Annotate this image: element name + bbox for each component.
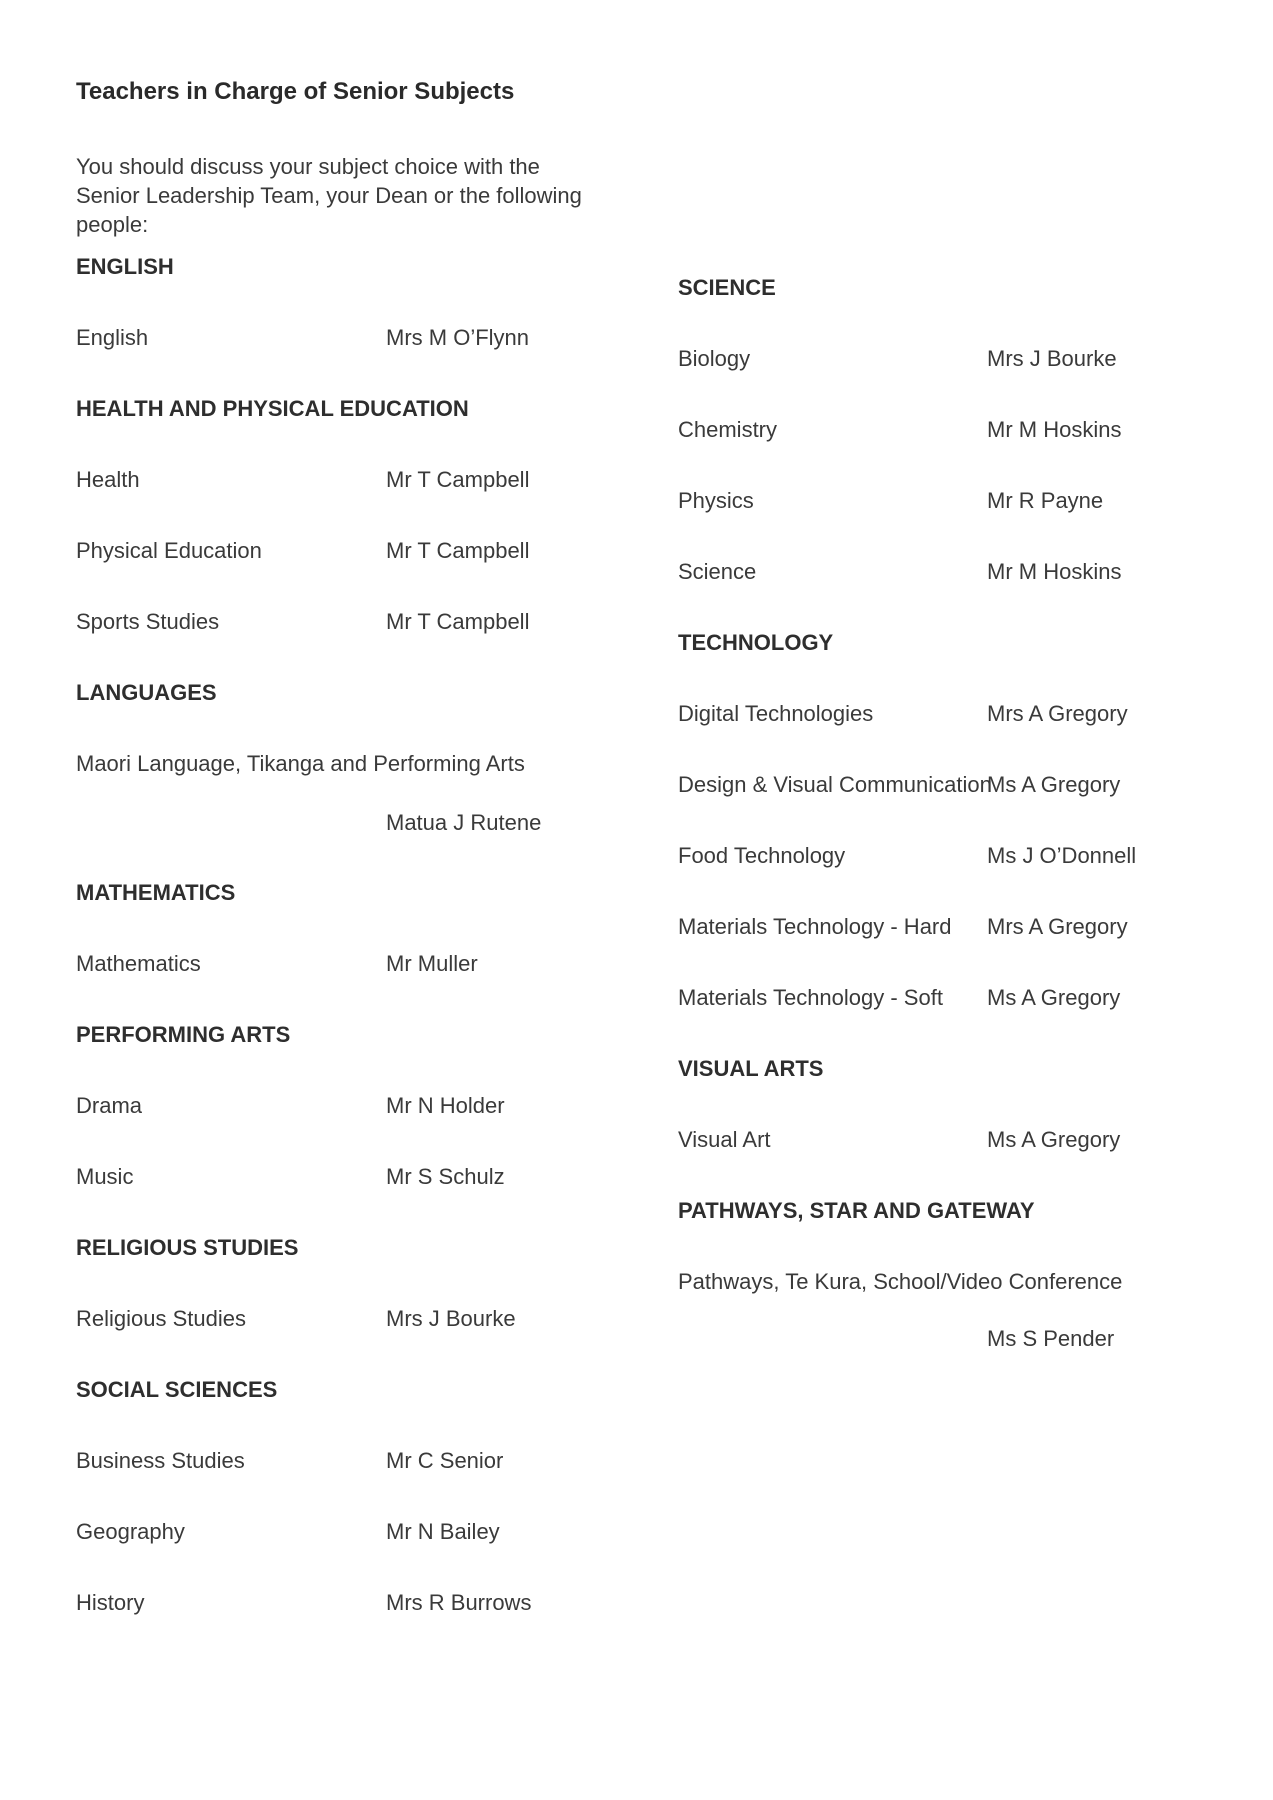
intro-paragraph: You should discuss your subject choice with the Senior Leadership Team, your Dean or the following people: <box>76 154 582 237</box>
heading-performing-arts: PERFORMING ARTS <box>76 1022 291 1047</box>
subject-mathematics: Mathematics <box>76 951 201 976</box>
subject-maori-language: Maori Language, Tikanga and Performing Arts <box>76 751 525 776</box>
subject-business-studies: Business Studies <box>76 1448 245 1473</box>
heading-english: ENGLISH <box>76 254 174 279</box>
subject-music: Music <box>76 1164 134 1189</box>
subject-science: Science <box>678 559 757 584</box>
subject-pathways: Pathways, Te Kura, School/Video Conference <box>678 1269 1123 1294</box>
teacher-chemistry: Mr M Hoskins <box>987 417 1122 442</box>
heading-technology: TECHNOLOGY <box>678 630 834 655</box>
teacher-digital-technologies: Mrs A Gregory <box>987 701 1128 726</box>
subject-materials-technology-soft: Materials Technology - Soft <box>678 985 943 1010</box>
teacher-physics: Mr R Payne <box>987 488 1104 513</box>
teacher-drama: Mr N Holder <box>386 1093 505 1118</box>
teacher-health: Mr T Campbell <box>386 467 530 492</box>
heading-social-sciences: SOCIAL SCIENCES <box>76 1377 278 1402</box>
teacher-history: Mrs R Burrows <box>386 1590 532 1615</box>
teacher-design-visual-communication: Ms A Gregory <box>987 772 1121 797</box>
heading-religious-studies: RELIGIOUS STUDIES <box>76 1235 299 1260</box>
subject-physical-education: Physical Education <box>76 538 262 563</box>
teacher-biology: Mrs J Bourke <box>987 346 1117 371</box>
heading-mathematics: MATHEMATICS <box>76 880 236 905</box>
heading-science: SCIENCE <box>678 275 776 300</box>
subject-materials-technology-hard: Materials Technology - Hard <box>678 914 952 939</box>
subject-geography: Geography <box>76 1519 185 1544</box>
heading-health-pe: HEALTH AND PHYSICAL EDUCATION <box>76 396 469 421</box>
subject-visual-art: Visual Art <box>678 1127 771 1152</box>
teacher-pathways: Ms S Pender <box>987 1326 1115 1351</box>
subject-digital-technologies: Digital Technologies <box>678 701 874 726</box>
teacher-english: Mrs M O’Flynn <box>386 325 529 350</box>
page-title: Teachers in Charge of Senior Subjects <box>76 78 515 105</box>
teacher-business-studies: Mr C Senior <box>386 1448 504 1473</box>
subject-food-technology: Food Technology <box>678 843 846 868</box>
teacher-food-technology: Ms J O’Donnell <box>987 843 1137 868</box>
teacher-sports-studies: Mr T Campbell <box>386 609 530 634</box>
subject-design-visual-communication: Design & Visual Communication <box>678 772 992 797</box>
teacher-materials-technology-soft: Ms A Gregory <box>987 985 1121 1010</box>
subject-religious-studies: Religious Studies <box>76 1306 246 1331</box>
subject-physics: Physics <box>678 488 754 513</box>
teacher-mathematics: Mr Muller <box>386 951 478 976</box>
teacher-science: Mr M Hoskins <box>987 559 1122 584</box>
subject-history: History <box>76 1590 145 1615</box>
subject-chemistry: Chemistry <box>678 417 778 442</box>
teacher-materials-technology-hard: Mrs A Gregory <box>987 914 1128 939</box>
teacher-geography: Mr N Bailey <box>386 1519 500 1544</box>
subject-drama: Drama <box>76 1093 143 1118</box>
heading-languages: LANGUAGES <box>76 680 217 705</box>
teacher-maori-language: Matua J Rutene <box>386 810 542 835</box>
heading-pathways: PATHWAYS, STAR AND GATEWAY <box>678 1198 1035 1223</box>
subject-english: English <box>76 325 149 350</box>
teacher-music: Mr S Schulz <box>386 1164 505 1189</box>
heading-visual-arts: VISUAL ARTS <box>678 1056 824 1081</box>
subject-biology: Biology <box>678 346 751 371</box>
subject-health: Health <box>76 467 140 492</box>
teacher-physical-education: Mr T Campbell <box>386 538 530 563</box>
teacher-visual-art: Ms A Gregory <box>987 1127 1121 1152</box>
subject-sports-studies: Sports Studies <box>76 609 220 634</box>
teacher-religious-studies: Mrs J Bourke <box>386 1306 516 1331</box>
